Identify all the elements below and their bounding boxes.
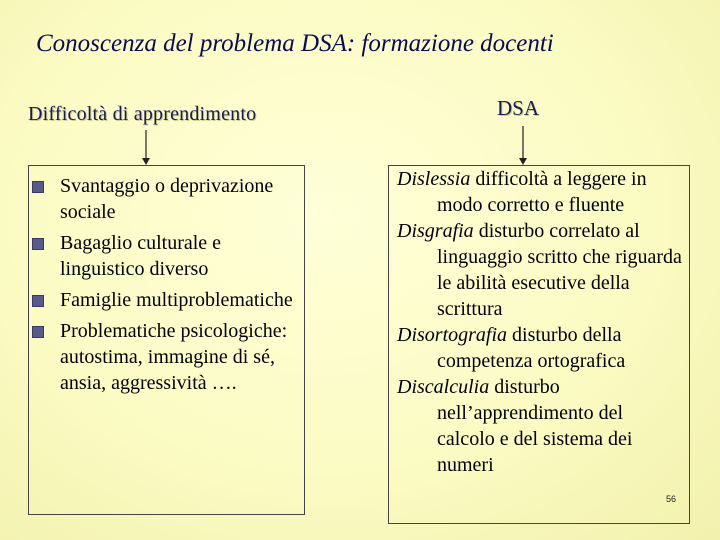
square-bullet-icon	[32, 295, 44, 307]
slide-title: Conoscenza del problema DSA: formazione docenti	[36, 30, 554, 57]
dsa-entry-disortografia	[397, 322, 685, 374]
left-bullet-list	[30, 173, 295, 401]
dsa-term: Disgrafia	[397, 220, 474, 242]
left-arrow	[140, 130, 152, 166]
dsa-description: disturbo correlato al linguaggio scritto che riguarda le abilità esecutive della scrittura	[437, 220, 682, 320]
dsa-description: difficoltà a leggere in modo corretto e fluente	[437, 168, 647, 216]
list-item-text: Svantaggio o deprivazione sociale	[60, 175, 274, 223]
right-column-heading: DSA	[497, 96, 540, 120]
dsa-term: Disortografia	[397, 324, 508, 346]
dsa-entry-disgrafia	[397, 218, 685, 322]
list-item	[30, 173, 295, 225]
page-number: 56	[666, 494, 677, 504]
right-arrow	[517, 126, 529, 166]
dsa-description: disturbo della competenza ortografica	[437, 324, 626, 372]
list-item-text: Bagaglio culturale e linguistico diverso	[60, 232, 222, 280]
dsa-definitions	[397, 166, 685, 478]
list-item	[30, 318, 295, 396]
square-bullet-icon	[32, 326, 44, 338]
list-item	[30, 230, 295, 282]
dsa-term: Dislessia	[397, 168, 471, 190]
left-column-heading: Difficoltà di apprendimento	[28, 103, 257, 125]
square-bullet-icon	[32, 181, 44, 193]
dsa-entry-dislessia	[397, 166, 685, 218]
square-bullet-icon	[32, 238, 44, 250]
dsa-term: Discalculia	[397, 376, 490, 398]
list-item-text: Famiglie multiproblematiche	[60, 289, 293, 311]
dsa-entry-discalculia	[397, 374, 685, 478]
dsa-description: disturbo nell’apprendimento del calcolo e del sistema dei numeri	[437, 376, 633, 476]
list-item	[30, 287, 295, 313]
list-item-text: Problematiche psicologiche: autostima, immagine di sé, ansia, aggressività ….	[60, 320, 288, 394]
